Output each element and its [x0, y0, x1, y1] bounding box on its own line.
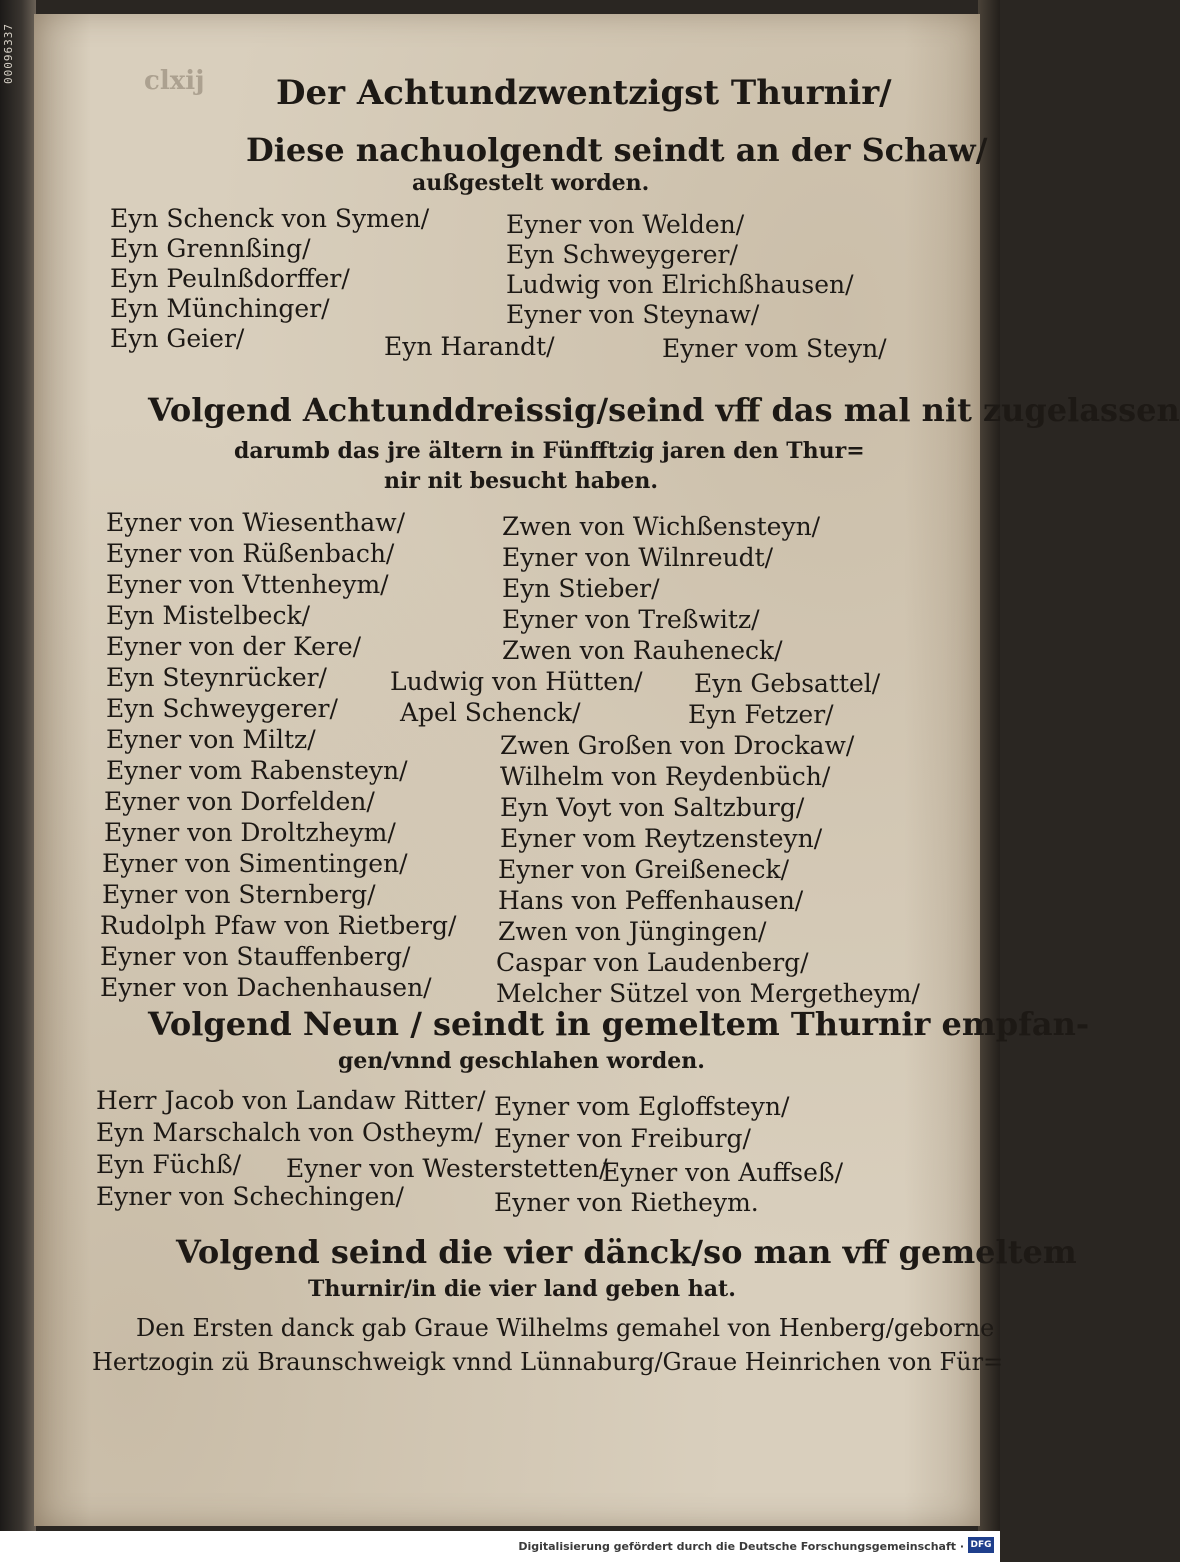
- section4-body-1: Den Ersten danck gab Graue Wilhelms gemahel von Henberg/geborne: [136, 1314, 995, 1342]
- section3-r1-left: Herr Jacob von Landaw Ritter/: [96, 1086, 486, 1115]
- section3-r2-right: Eyner von Freiburg/: [494, 1124, 751, 1153]
- section1-subtitle2: außgestelt worden.: [412, 170, 650, 196]
- section2-line2: darumb das jre ältern in Fünfftzig jaren den Thur=: [234, 438, 865, 464]
- section2-right-6: Zwen Großen von Drockaw/: [500, 731, 855, 760]
- section1-title: Der Achtundzwentzigst Thurnir/: [276, 73, 892, 113]
- section1-left-2: Eyn Grennßing/: [110, 234, 311, 263]
- section2-left-10: Eyner von Dorfelden/: [104, 787, 375, 816]
- section2-left-7: Eyn Schweygerer/: [106, 694, 338, 723]
- section2-left-12: Eyner von Simentingen/: [102, 849, 408, 878]
- section2-right-1: Zwen von Wichßensteyn/: [502, 512, 821, 541]
- section2-left-13: Eyner von Sternberg/: [102, 880, 376, 909]
- section2-far-1: Eyn Gebsattel/: [694, 669, 881, 698]
- section3-r2-left: Eyn Marschalch von Ostheym/: [96, 1118, 483, 1147]
- section2-right-7: Wilhelm von Reydenbüch/: [500, 762, 831, 791]
- section2-right-8: Eyn Voyt von Saltzburg/: [500, 793, 805, 822]
- section2-left-2: Eyner von Rüßenbach/: [106, 539, 395, 568]
- section1-last-right: Eyner vom Steyn/: [662, 334, 887, 363]
- section4-title: Volgend seind die vier dänck/so man vff gemeltem: [176, 1233, 1077, 1271]
- section2-right-10: Eyner von Greißeneck/: [498, 855, 790, 884]
- section1-right-1: Eyner von Welden/: [506, 210, 745, 239]
- footer-bar: [0, 1531, 1000, 1562]
- section2-left-11: Eyner von Droltzheym/: [104, 818, 396, 847]
- section2-mid-1: Ludwig von Hütten/: [390, 667, 643, 696]
- section2-right-2: Eyner von Wilnreudt/: [502, 543, 774, 572]
- folio-number: clxij: [144, 66, 205, 96]
- dfg-logo: DFG: [968, 1537, 994, 1553]
- section1-right-3: Ludwig von Elrichßhausen/: [506, 270, 854, 299]
- section1-left-4: Eyn Münchinger/: [110, 294, 330, 323]
- section2-left-16: Eyner von Dachenhausen/: [100, 973, 432, 1002]
- section1-last-mid: Eyn Harandt/: [384, 332, 555, 361]
- book-page: [34, 14, 1180, 1526]
- section1-left-3: Eyn Peulnßdorffer/: [110, 264, 350, 293]
- section2-right-13: Caspar von Laudenberg/: [496, 948, 809, 977]
- section2-right-3: Eyn Stieber/: [502, 574, 660, 603]
- section1-right-2: Eyn Schweygerer/: [506, 240, 738, 269]
- catalog-id: 00096337: [2, 23, 15, 84]
- section2-right-11: Hans von Peffenhausen/: [498, 886, 804, 915]
- section4-line2: Thurnir/in die vier land geben hat.: [308, 1276, 736, 1302]
- section3-line2: gen/vnnd geschlahen worden.: [338, 1048, 705, 1074]
- section2-right-14: Melcher Sützel von Mergetheym/: [496, 979, 920, 1008]
- section4-body-2: Hertzogin zü Braunschweigk vnnd Lünnaburg/Graue Heinrichen von Für=: [92, 1348, 1004, 1376]
- section3-r1-right: Eyner vom Egloffsteyn/: [494, 1092, 790, 1121]
- section1-left-5: Eyn Geier/: [110, 324, 245, 353]
- section2-left-5: Eyner von der Kere/: [106, 632, 362, 661]
- section2-left-14: Rudolph Pfaw von Rietberg/: [100, 911, 457, 940]
- section1-left-1: Eyn Schenck von Symen/: [110, 204, 430, 233]
- section3-r3-c: Eyner von Auffseß/: [602, 1158, 844, 1187]
- section2-right-4: Eyner von Treßwitz/: [502, 605, 760, 634]
- section2-title: Volgend Achtunddreissig/seind vff das mal nit zugelassen: [148, 391, 1180, 429]
- section2-right-9: Eyner vom Reytzensteyn/: [500, 824, 823, 853]
- section1-right-4: Eyner von Steynaw/: [506, 300, 760, 329]
- scanner-frame-left: [0, 0, 36, 1562]
- section2-far-2: Eyn Fetzer/: [688, 700, 834, 729]
- section3-r3-b: Eyner von Westerstetten/: [286, 1154, 608, 1183]
- section2-mid-2: Apel Schenck/: [400, 698, 581, 727]
- section2-left-15: Eyner von Stauffenberg/: [100, 942, 411, 971]
- section2-left-8: Eyner von Miltz/: [106, 725, 316, 754]
- funding-notice: Digitalisierung gefördert durch die Deutsche Forschungsgemeinschaft ·: [518, 1540, 964, 1553]
- section2-left-3: Eyner von Vttenheym/: [106, 570, 389, 599]
- section2-right-5: Zwen von Rauheneck/: [502, 636, 783, 665]
- section3-r3-a: Eyn Füchß/: [96, 1150, 242, 1179]
- section2-left-6: Eyn Steynrücker/: [106, 663, 327, 692]
- section3-r4-right: Eyner von Rietheym.: [494, 1188, 759, 1217]
- section1-subtitle: Diese nachuolgendt seindt an der Schaw/: [246, 131, 988, 169]
- section2-left-9: Eyner vom Rabensteyn/: [106, 756, 408, 785]
- section3-r4-left: Eyner von Schechingen/: [96, 1182, 404, 1211]
- section2-line3: nir nit besucht haben.: [384, 468, 659, 494]
- section2-left-4: Eyn Mistelbeck/: [106, 601, 311, 630]
- section3-title: Volgend Neun / seindt in gemeltem Thurnir empfan-: [148, 1005, 1090, 1043]
- section2-left-1: Eyner von Wiesenthaw/: [106, 508, 406, 537]
- section2-right-12: Zwen von Jüngingen/: [498, 917, 767, 946]
